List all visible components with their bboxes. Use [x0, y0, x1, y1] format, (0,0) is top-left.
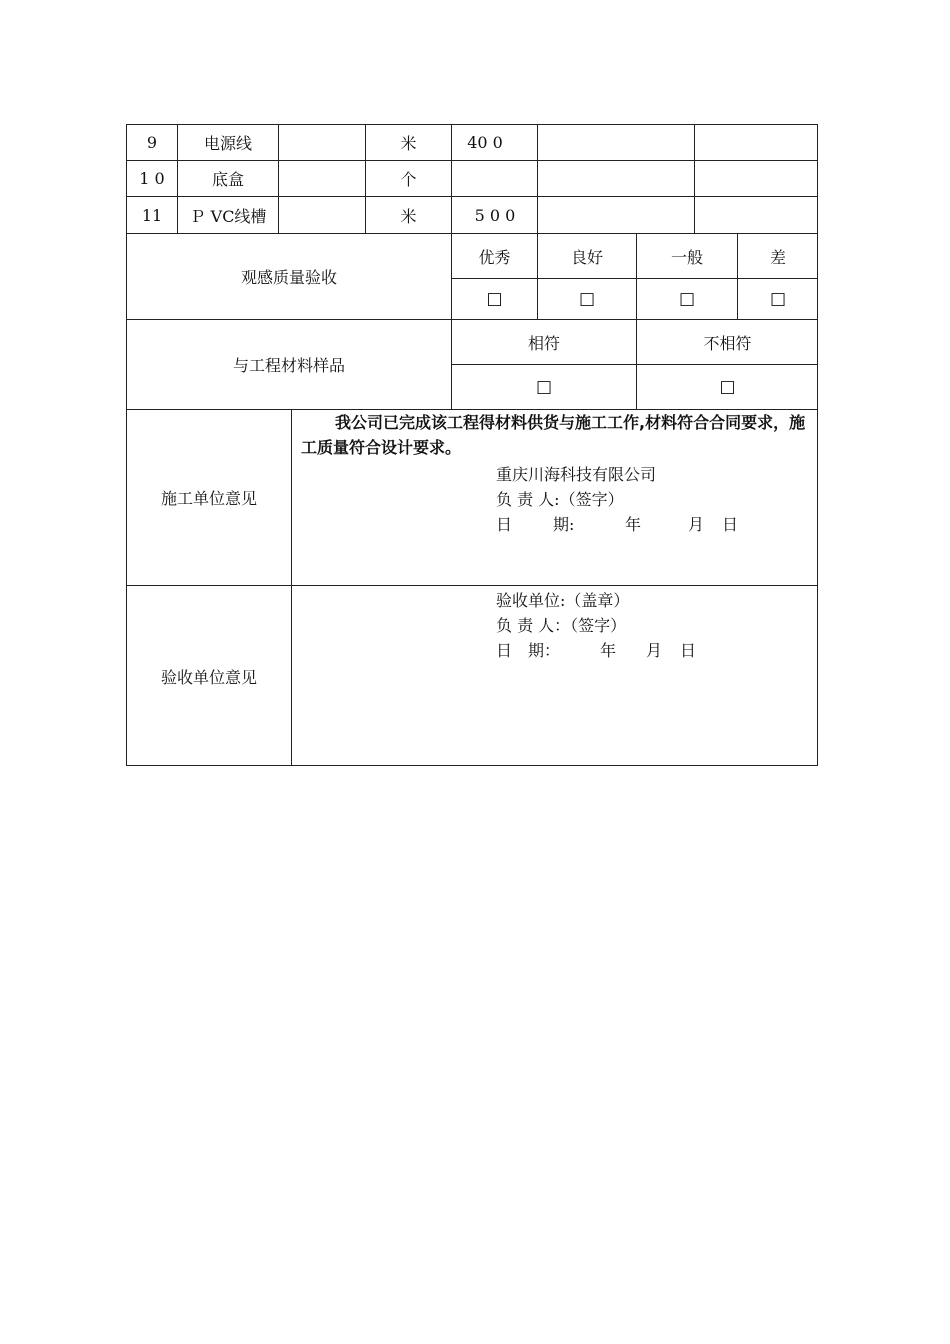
col-divider	[694, 124, 695, 233]
acceptance-opinion-label: 验收单位意见	[160, 667, 257, 687]
date-year: 年	[625, 515, 642, 534]
date-label: 日	[496, 515, 513, 534]
contractor-person: 负 责 人:（签字）	[496, 490, 624, 509]
date-label-suffix: 期：	[528, 641, 561, 660]
col-divider	[291, 409, 292, 766]
contractor-opinion-label: 施工单位意见	[160, 489, 257, 508]
item-name: 底盒	[211, 170, 244, 189]
acceptance-date	[496, 638, 736, 660]
date-month: 月	[646, 641, 663, 660]
checkbox-not-match[interactable]: □	[719, 377, 736, 397]
contractor-statement-text: 我公司已完成该工程得材料供货与施工工作,材料符合合同要求，施工质量符合设计要求。	[301, 413, 806, 457]
contractor-statement	[301, 410, 813, 460]
item-no: 11	[141, 205, 163, 225]
item-spec	[279, 197, 365, 233]
date-label-suffix: 期:	[553, 515, 575, 534]
item-spec	[279, 161, 365, 196]
acceptance-person: 负 责 人：（签字）	[496, 616, 627, 635]
item-unit: 米	[400, 134, 417, 153]
contractor-date	[496, 512, 756, 534]
option-excellent: 优秀	[478, 247, 511, 267]
contractor-company: 重庆川海科技有限公司	[496, 465, 657, 484]
option-match: 相符	[527, 333, 560, 353]
date-day: 日	[680, 641, 697, 660]
checkbox-match[interactable]: □	[535, 377, 553, 397]
date-month: 月	[688, 515, 705, 534]
checkbox-average[interactable]: □	[678, 289, 696, 309]
visual-quality-label: 观感质量验收	[240, 268, 337, 287]
date-year: 年	[600, 641, 617, 660]
date-label: 日	[496, 641, 513, 660]
option-average: 一般	[670, 247, 703, 267]
item-unit: 米	[400, 206, 417, 226]
item-name: Ｐ VC线槽	[189, 206, 267, 226]
item-spec	[279, 125, 365, 160]
date-day: 日	[722, 515, 739, 534]
checkbox-good[interactable]: □	[578, 289, 596, 309]
item-no: 9	[146, 133, 158, 152]
acceptance-unit: 验收单位:（盖章）	[496, 591, 630, 610]
item-unit: 个	[400, 170, 417, 189]
item-qty: 40 0	[467, 133, 503, 152]
item-qty: 5 0 0	[474, 205, 516, 225]
option-poor: 差	[769, 247, 786, 267]
option-not-match: 不相符	[703, 333, 752, 353]
option-good: 良好	[570, 247, 603, 267]
sample-match-label: 与工程材料样品	[232, 356, 345, 375]
item-no: 1 0	[139, 169, 165, 188]
checkbox-excellent[interactable]: □	[486, 289, 503, 309]
item-name: 电源线	[203, 134, 252, 153]
checkbox-poor[interactable]: □	[769, 289, 787, 309]
item-qty	[452, 161, 518, 196]
